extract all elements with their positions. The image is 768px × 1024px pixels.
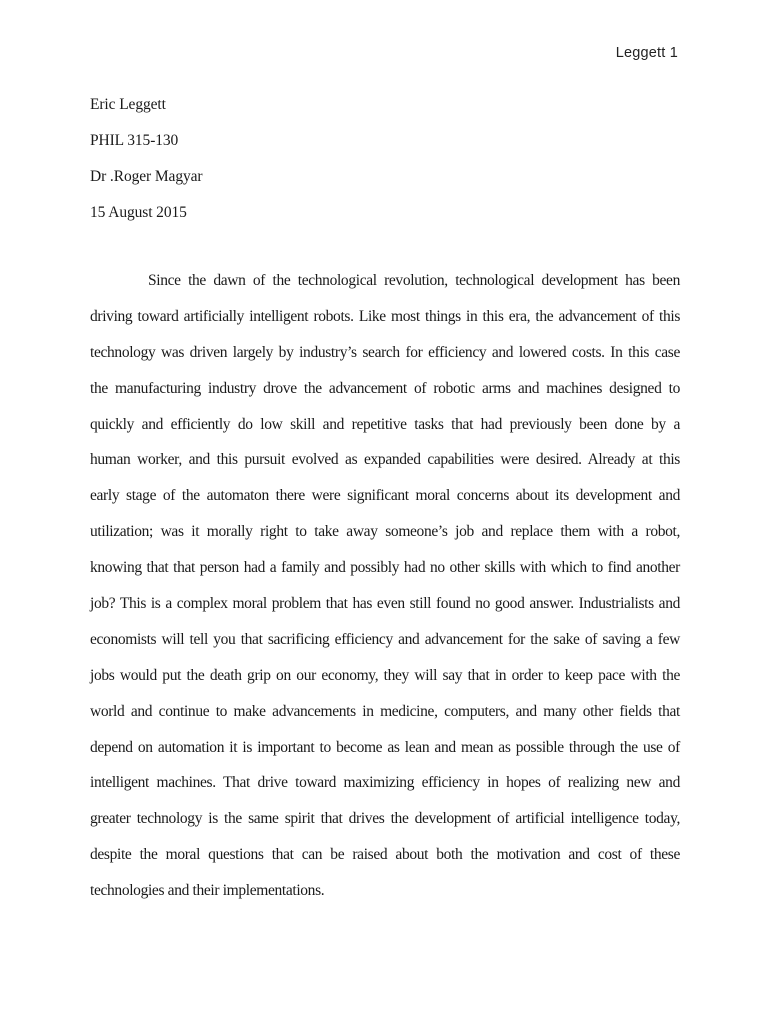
paragraph-line: early stage of the automaton there were significant moral concerns about its development and <box>90 487 680 505</box>
paragraph-line: utilization; was it morally right to take away someone’s job and replace them with a robot, <box>90 523 680 541</box>
paragraph-line: the manufacturing industry drove the advancement of robotic arms and machines designed to <box>90 379 680 397</box>
course-code: PHIL 315-130 <box>90 132 179 149</box>
instructor-name: Dr .Roger Magyar <box>90 168 203 185</box>
paragraph-line: technologies and their implementations. <box>90 882 325 900</box>
paragraph-line: economists will tell you that sacrificing efficiency and advancement for the sake of saving a few <box>90 630 680 648</box>
paragraph-line: Since the dawn of the technological revolution, technological development has been <box>148 272 680 289</box>
author-name: Eric Leggett <box>90 96 166 113</box>
paragraph-line: depend on automation it is important to become as lean and mean as possible through the use of <box>90 738 680 756</box>
paragraph-line: job? This is a complex moral problem that has even still found no good answer. Industrialists and <box>90 595 680 613</box>
paragraph-line: despite the moral questions that can be raised about both the motivation and cost of these <box>90 846 680 864</box>
submission-date: 15 August 2015 <box>90 204 187 221</box>
running-head: Leggett 1 <box>615 45 678 61</box>
paragraph-line: intelligent machines. That drive toward maximizing efficiency in hopes of realizing new and <box>90 774 680 792</box>
paragraph-line: world and continue to make advancements in medicine, computers, and many other fields that <box>90 702 680 720</box>
essay-paragraph <box>90 270 680 916</box>
paragraph-line: knowing that that person had a family and possibly had no other skills with which to find another <box>90 559 680 577</box>
paragraph-line: quickly and efficiently do low skill and repetitive tasks that had previously been done by a <box>90 415 680 433</box>
paragraph-line: greater technology is the same spirit that drives the development of artificial intelligence today, <box>90 810 680 828</box>
paragraph-line: human worker, and this pursuit evolved as expanded capabilities were desired. Already at this <box>90 451 680 469</box>
paragraph-line: technology was driven largely by industry’s search for efficiency and lowered costs. In this case <box>90 343 680 361</box>
mla-heading <box>90 94 202 238</box>
paragraph-line: jobs would put the death grip on our economy, they will say that in order to keep pace with the <box>90 666 680 684</box>
paragraph-line: driving toward artificially intelligent robots. Like most things in this era, the advancement of this <box>90 307 680 325</box>
